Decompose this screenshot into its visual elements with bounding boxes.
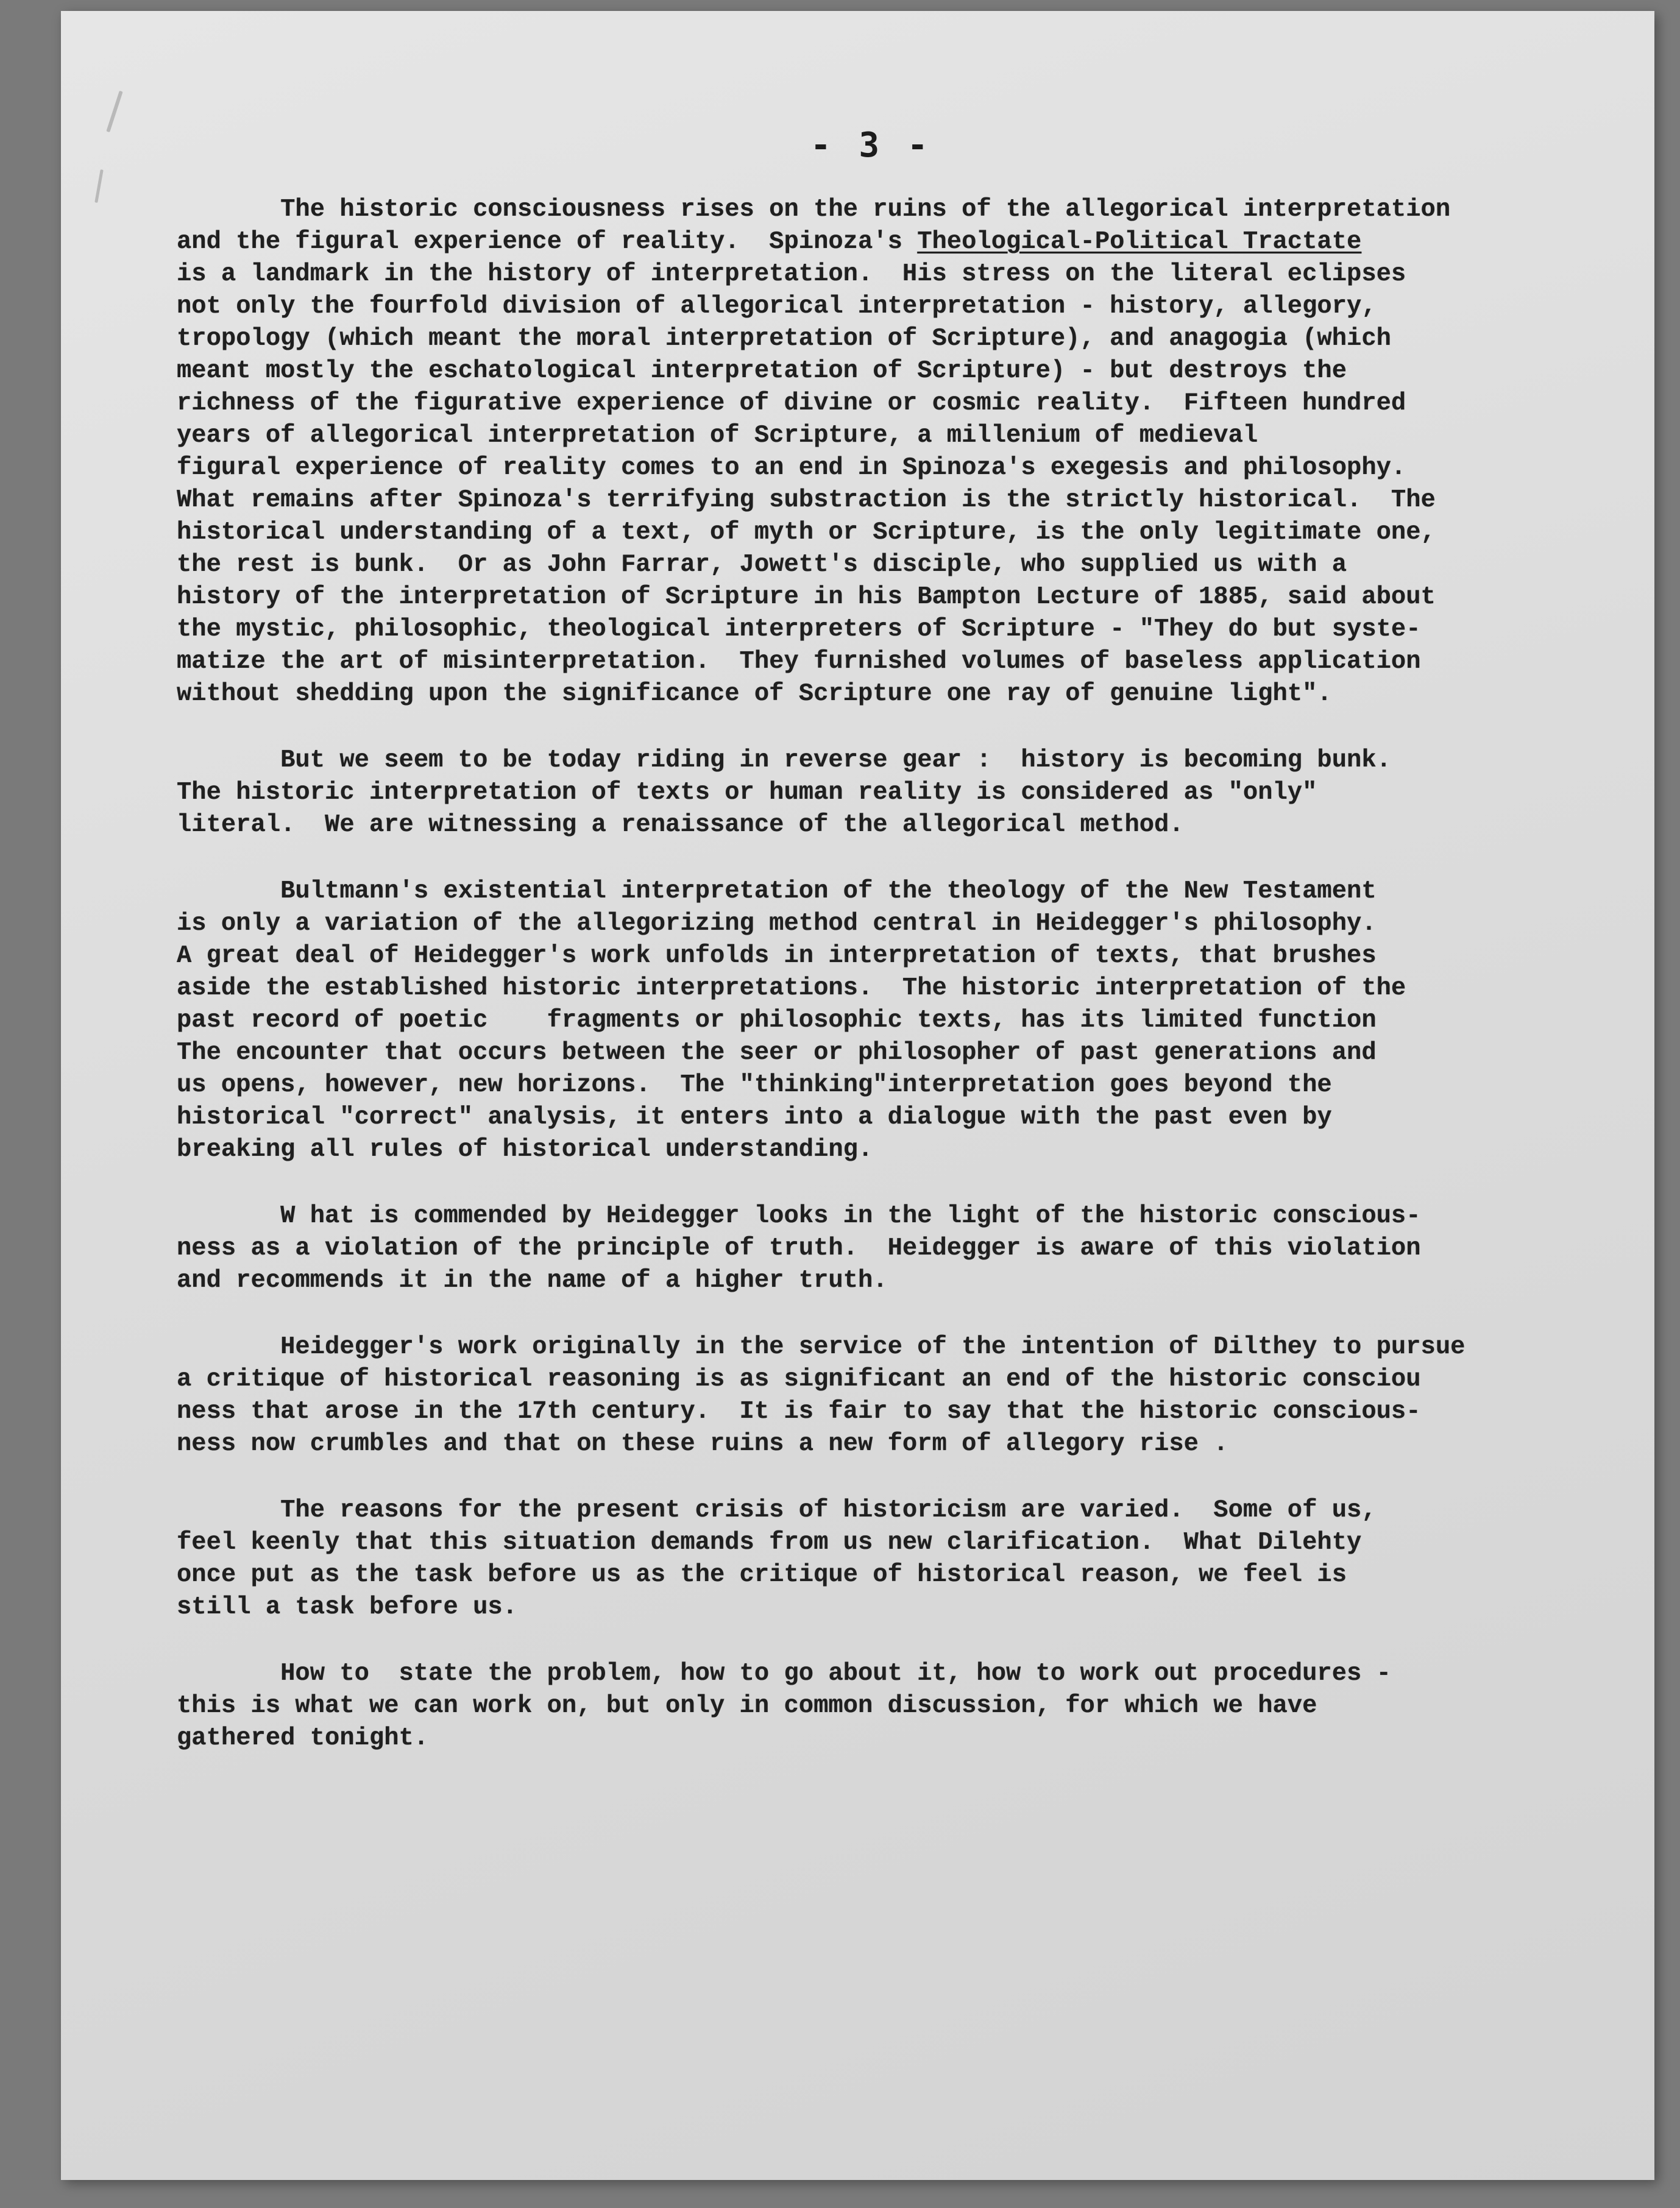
text-line: literal. We are witnessing a renaissance of the allegorical method. bbox=[177, 811, 1184, 839]
text-line: A great deal of Heidegger's work unfolds in interpretation of texts, that brushes bbox=[177, 942, 1377, 970]
scan-mark bbox=[94, 169, 103, 203]
text-line: The historic consciousness rises on the ruins of the allegorical interpretation bbox=[177, 196, 1451, 224]
text-line: historical "correct" analysis, it enters into a dialogue with the past even by bbox=[177, 1103, 1332, 1131]
text-line: aside the established historic interpretations. The historic interpretation of the bbox=[177, 974, 1406, 1002]
text-line: feel keenly that this situation demands from us new clarification. What Dilehty bbox=[177, 1529, 1362, 1557]
text-line: historical understanding of a text, of myth or Scripture, is the only legitimate one, bbox=[177, 518, 1436, 547]
text-line: and the figural experience of reality. Spinoza's Theological-Political Tractate bbox=[177, 228, 1362, 256]
text-line: tropology (which meant the moral interpretation of Scripture), and anagogia (which bbox=[177, 325, 1391, 353]
text-line: the rest is bunk. Or as John Farrar, Jowett's disciple, who supplied us with a bbox=[177, 551, 1347, 579]
text-line: ness that arose in the 17th century. It is fair to say that the historic conscious- bbox=[177, 1398, 1421, 1426]
paragraph bbox=[177, 194, 1590, 710]
text-line: Heidegger's work originally in the service of the intention of Dilthey to pursue bbox=[177, 1333, 1466, 1361]
text-line: The historic interpretation of texts or human reality is considered as "only" bbox=[177, 779, 1317, 807]
document-page bbox=[61, 11, 1654, 2180]
text-line: years of allegorical interpretation of Scripture, a millenium of medieval bbox=[177, 422, 1258, 450]
text-line: past record of poetic fragments or philosophic texts, has its limited function bbox=[177, 1007, 1377, 1035]
paragraph bbox=[177, 1331, 1590, 1460]
text-line: without shedding upon the significance of Scripture one ray of genuine light". bbox=[177, 680, 1332, 708]
paragraph bbox=[177, 745, 1590, 841]
paragraph bbox=[177, 1658, 1590, 1755]
scan-mark bbox=[106, 91, 122, 132]
text-line: breaking all rules of historical understanding. bbox=[177, 1136, 873, 1164]
text-line: is a landmark in the history of interpretation. His stress on the literal eclipses bbox=[177, 260, 1406, 288]
text-line: ness now crumbles and that on these ruins a new form of allegory rise . bbox=[177, 1430, 1228, 1458]
underlined-title: Theological-Political Tractate bbox=[917, 228, 1362, 256]
text-line: W hat is commended by Heidegger looks in the light of the historic conscious- bbox=[177, 1202, 1421, 1230]
paragraph bbox=[177, 1200, 1590, 1297]
text-line: is only a variation of the allegorizing method central in Heidegger's philosophy. bbox=[177, 910, 1377, 938]
text-line: the mystic, philosophic, theological interpreters of Scripture - "They do but syste- bbox=[177, 615, 1421, 643]
text-line: What remains after Spinoza's terrifying substraction is the strictly historical. The bbox=[177, 486, 1436, 514]
text-line: Bultmann's existential interpretation of the theology of the New Testament bbox=[177, 877, 1377, 905]
text-line: and recommends it in the name of a higher truth. bbox=[177, 1267, 888, 1295]
text-line: How to state the problem, how to go about it, how to work out procedures - bbox=[177, 1660, 1391, 1688]
text-line: not only the fourfold division of allegorical interpretation - history, allegory, bbox=[177, 292, 1377, 320]
text-line: figural experience of reality comes to an end in Spinoza's exegesis and philosophy. bbox=[177, 454, 1406, 482]
text-line: But we seem to be today riding in reverse gear : history is becoming bunk. bbox=[177, 746, 1391, 774]
text-line: once put as the task before us as the critique of historical reason, we feel is bbox=[177, 1561, 1347, 1589]
text-line: The reasons for the present crisis of historicism are varied. Some of us, bbox=[177, 1496, 1377, 1524]
text-line: matize the art of misinterpretation. They furnished volumes of baseless application bbox=[177, 648, 1421, 676]
text-line: still a task before us. bbox=[177, 1593, 517, 1621]
paragraph bbox=[177, 1495, 1590, 1624]
paragraph bbox=[177, 876, 1590, 1166]
text-line: ness as a violation of the principle of truth. Heidegger is aware of this violation bbox=[177, 1234, 1421, 1262]
text-line: meant mostly the eschatological interpretation of Scripture) - but destroys the bbox=[177, 357, 1347, 385]
page-number: - 3 - bbox=[810, 126, 932, 165]
text-line: gathered tonight. bbox=[177, 1724, 429, 1752]
text-line: a critique of historical reasoning is as significant an end of the historic consciou bbox=[177, 1365, 1421, 1393]
text-line: this is what we can work on, but only in common discussion, for which we have bbox=[177, 1692, 1317, 1720]
text-line: The encounter that occurs between the seer or philosopher of past generations and bbox=[177, 1039, 1377, 1067]
text-line: richness of the figurative experience of divine or cosmic reality. Fifteen hundred bbox=[177, 389, 1406, 417]
text-line: us opens, however, new horizons. The "thinking"interpretation goes beyond the bbox=[177, 1071, 1332, 1099]
text-line: history of the interpretation of Scripture in his Bampton Lecture of 1885, said about bbox=[177, 583, 1436, 611]
body-text bbox=[177, 194, 1590, 1789]
